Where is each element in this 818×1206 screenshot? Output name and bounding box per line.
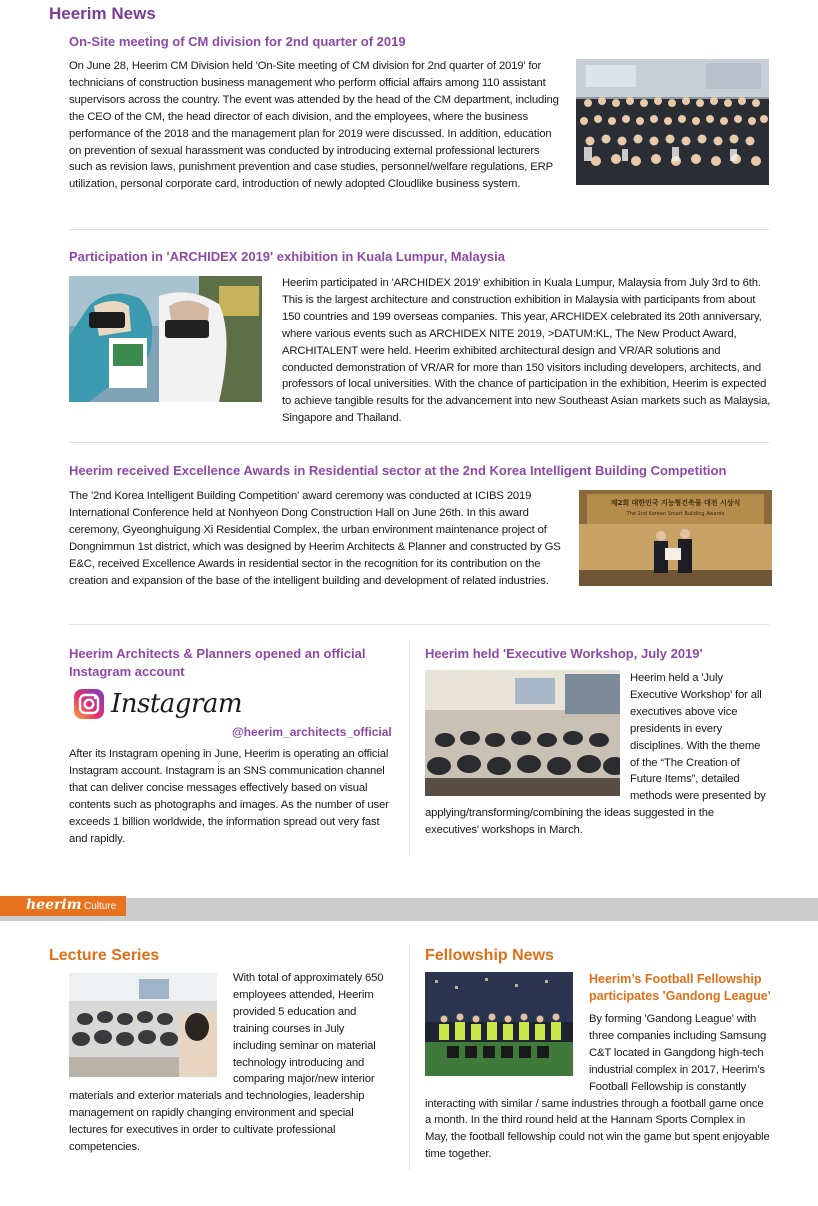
- article-body-instagram: After its Instagram opening in June, Heerim is operating an official Instagram account. Instagram is an SNS communication channel that can deliver concise messages effectively based on visual contents such as photographs and images. As the number of user exceeds 1 billion worldwide, the information spread out very fast and rapidly.: [69, 748, 389, 845]
- section-title: Heerim News: [49, 4, 156, 23]
- article-title-executive-workshop: Heerim held 'Executive Workshop, July 2019': [425, 646, 703, 661]
- article-title-instagram: Heerim Architects & Planners opened an official Instagram account: [69, 646, 366, 679]
- workshop-photo-image: [425, 670, 620, 796]
- instagram-icon: [73, 688, 105, 720]
- article-title-archidex: Participation in 'ARCHIDEX 2019' exhibition in Kuala Lumpur, Malaysia: [69, 249, 506, 264]
- article-body-executive-workshop: [425, 670, 770, 839]
- workshop-text: Heerim held a 'July Executive Workshop' for all executives above vice presidents in every disciplines. With the theme of the “The Creation of Future Items”, detailed methods were presented by applying/transforming/combining the ideas suggested in the executives' workshops in March.: [425, 672, 766, 837]
- award-ceremony-photo-image: [579, 490, 772, 586]
- heerim-brand: heerim: [26, 897, 82, 913]
- instagram-wordmark: Instagram: [111, 689, 243, 719]
- divider: [69, 229, 769, 230]
- divider: [69, 442, 769, 443]
- fellowship-text: By forming 'Gandong League' with three companies including Samsung C&T located in Gangdong high-tech industrial complex in 2017, Heerim’s Football Fellowship is constantly interacting with similar / same industries through a football game once a month. In the third round held at the Hannam Sports Complex in May, the football fellowship could not win the game but spent enjoyable time together.: [425, 1013, 770, 1161]
- culture-tag: [0, 896, 126, 916]
- article-body-excellence-awards: The '2nd Korea Intelligent Building Competition' award ceremony was conducted at ICIBS 2019 International Conference held at Nonhyeon Dong Construction Hall on June 26th. In this award ceremony, Gyeonghuigung Xi Residential Complex, the urban environment maintenance project of Dongnimmun 1st district, which was designed by Heerim Architects & Planner and constructed by GS E&C, received Excellence Awards in residential sector in the recognition for its contribution on the creation and expansion of the base of the intelligent building and development of related industries.: [69, 490, 561, 587]
- lecture-photo-image: [69, 973, 217, 1077]
- fellowship-body: [425, 1011, 770, 1163]
- group-photo-image: [576, 59, 769, 185]
- lecture-text: With total of approximately 650 employees attended, Heerim provided 5 education and training courses in July including seminar on material technology introducing and comparing major/new interior materials and exterior materials and technologies, leadership management on rapidly changing environment and special lectures for executives in order to cultivate professional competencies.: [69, 972, 384, 1154]
- photo-spacer: [425, 1011, 573, 1078]
- column-divider: [409, 640, 410, 854]
- lecture-series-heading: Lecture Series: [49, 947, 160, 964]
- fellowship-subtitle: Heerim’s Football Fellowship participates 'Gandong League': [589, 972, 771, 1003]
- instagram-logo: [73, 688, 242, 720]
- article-title-excellence-awards: Heerim received Excellence Awards in Residential sector at the 2nd Korea Intelligent Building Competition: [69, 463, 727, 478]
- article-title-cm-meeting: On-Site meeting of CM division for 2nd quarter of 2019: [69, 34, 406, 49]
- vr-demo-photo-image: [69, 276, 262, 402]
- article-body-archidex: Heerim participated in 'ARCHIDEX 2019' exhibition in Kuala Lumpur, Malaysia from July 3rd to 6th. This is the largest architecture and construction exhibition in Malaysia with participants from about 150 countries and 199 overseas companies. This year, ARCHIDEX celebrated its 20th anniversary, where various events such as ARCHIDEX NITE 2019, >DATUM:KL, The New Product Award, ARCHITALENT were held. Heerim exhibited architectural design and VR/AR solutions and conducted demonstration of VR/AR for more than 150 visitors including developers, architects, and professors of local universities. With the chance of participation in the exhibition, Heerim is expected to achieve tangible results for the advancement into new Southeast Asian markets such as Malaysia, Singapore and Thailand.: [282, 277, 771, 425]
- column-divider: [409, 944, 410, 1170]
- instagram-handle-link[interactable]: @heerim_architects_official: [232, 725, 392, 739]
- banner-title: 제2회 대한민국 지능형건축물 대전 시상식: [610, 499, 741, 507]
- divider: [69, 624, 769, 625]
- lecture-series-body: [69, 970, 387, 1156]
- article-body-cm-meeting: On June 28, Heerim CM Division held 'On-Site meeting of CM division for 2nd quarter of 2019' for technicians of construction business management who perform official affairs among 110 assistant supervisors across the country. The event was attended by the head of the CM department, including the CEO of the CM, the head director of each division, and the employees, where the business performance of the 2018 and the management plan for 2019 were discussed. In addition, education on prevention of sexual harassment was conducted by introducing external professional lecturers such as revision laws, punishment prevention and case studies, personnel/welfare regulations, ERP utilization, personal corporate card, introduction of newly adopted Cloudlike business system.: [69, 60, 559, 191]
- culture-label: Culture: [84, 901, 117, 912]
- banner-subtitle: The 2nd Korean Smart Building Awards: [626, 511, 725, 517]
- fellowship-news-heading: Fellowship News: [425, 947, 554, 964]
